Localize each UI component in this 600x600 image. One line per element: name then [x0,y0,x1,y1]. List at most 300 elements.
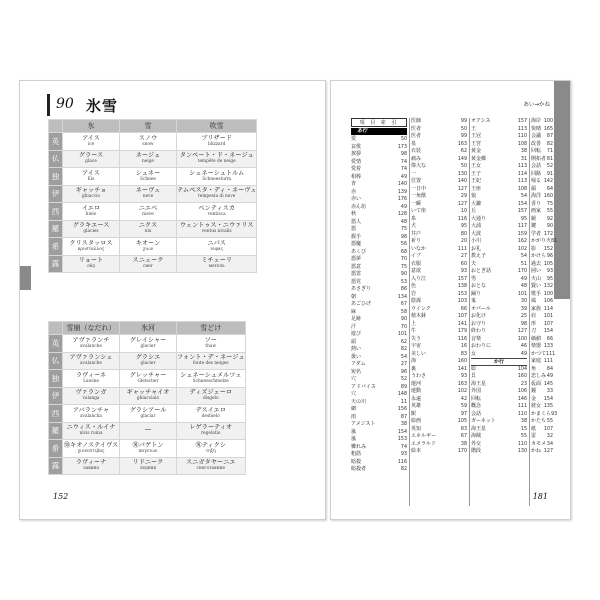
index-term: 刀 [531,328,537,334]
index-term: 鬼 [471,298,477,304]
index-term: 悪人 [351,218,362,225]
index-entry [531,433,553,441]
index-term: 運河 [411,380,422,387]
index-page-number: 105 [543,261,553,267]
index-term: 囲い [531,268,542,274]
page-number-left: 152 [53,492,69,501]
index-term: 家庭 [531,358,542,364]
index-entry [471,283,527,291]
index-page-number: 93 [400,452,407,457]
index-term: 扱い [351,353,362,360]
index-entry [471,373,527,381]
index-page-number: 93 [546,269,553,274]
index-page-number: 89 [400,384,407,390]
index-page-number: 74 [400,159,407,165]
word-katakana: タンペート・ド・ネージュ [179,152,254,159]
word-katakana: リドニーク [132,459,164,466]
word-original: Schneesturm [202,176,232,182]
word-original: ледник [139,466,157,472]
index-term: エネルギー [411,433,437,439]
word-cell [63,133,120,151]
index-entry [411,208,467,216]
word-original: χιων [142,246,154,252]
index-entry [531,208,553,216]
index-entry [351,399,407,407]
index-term: 鍵 [531,223,537,229]
index-entry [351,361,407,369]
index-term: 海洋 [531,193,542,199]
index-entry [351,219,407,227]
word-original: χιονοστιβας [77,448,105,454]
word-cell [177,440,246,458]
index-entry [351,369,407,377]
index-entry [471,231,527,239]
index-page-number: 58 [400,309,407,315]
word-cell [63,405,120,423]
language-label: 伊 [49,387,63,405]
table-corner [49,322,63,335]
index-page-number: 82 [546,141,553,147]
index-page-number: 67 [460,434,467,439]
index-term: 家族 [531,305,542,312]
word-katakana: フォント・デ・ネージュ [177,354,245,361]
right-page [330,80,571,520]
table-row [49,150,257,168]
index-entry [411,178,467,186]
index-page-number: 87 [400,414,407,420]
index-page-number: 132 [543,284,553,289]
index-page-number: 87 [546,134,553,139]
index-title: 項 目 索 引 [351,118,407,127]
table-row [49,370,246,388]
index-entry [411,126,467,134]
index-term: 秋 [351,211,357,217]
word-original: ventus nivalis [201,229,232,235]
word-katakana: アヴァランチ [72,336,110,344]
word-cell [177,185,257,203]
index-page-number: 92 [546,216,553,222]
index-entry [471,148,527,156]
index-page-number: 142 [543,179,553,184]
index-term: おわりに [471,343,492,349]
word-katakana: ウェントゥス・ニウァリス [179,222,254,229]
word-original: снеготаяние [196,466,226,472]
word-original: nivis ruina [79,431,103,437]
index-term: 鐘 [531,388,537,394]
index-term: 医者 [411,125,422,132]
index-term: 外国 [471,388,482,394]
index-page-number: 107 [543,426,553,432]
index-page-number: 113 [517,126,527,132]
index-term: 男 [471,275,477,282]
index-page-number: 50 [460,126,467,132]
index-entry [411,426,467,434]
table-row [49,405,246,423]
index-page-number: 74 [400,444,407,450]
index-page-number: 114 [517,171,527,177]
word-katakana: アバランチャ [72,406,110,414]
index-entry [471,261,527,269]
index-page-number: 90 [400,317,407,322]
word-original: метель [208,264,225,270]
index-page-number: 34 [546,441,553,447]
word-original: παγετων [138,448,158,454]
word-cell [120,185,177,203]
index-page-number: 91 [546,171,553,177]
word-cell [63,185,120,203]
word-katakana: ラヴィーネ [75,371,107,379]
word-original: fonte des neiges [192,361,229,367]
index-term: 鏡 [531,215,537,222]
word-cell [63,422,120,440]
index-term: 悪意 [351,263,362,270]
index-page-number: 111 [457,246,467,252]
table-row [49,335,246,353]
language-label: 西 [49,203,63,221]
index-page-number: 172 [543,231,553,237]
index-column [351,136,407,474]
index-term: 外交 [471,440,482,447]
index-column [531,118,558,456]
index-page-number: 95 [460,224,467,229]
index-term: 賢い [531,283,542,289]
index-entry [531,246,553,254]
index-entry [351,301,407,309]
index-entry [351,181,407,189]
index-term: 牛 [411,328,417,334]
index-page-number: 50 [400,137,407,142]
index-term: 陰謀 [411,298,422,304]
index-entry [471,163,527,171]
index-term: アメジスト [351,421,376,427]
index-term: 位置 [411,178,422,184]
word-katakana: ㊚ティクシ [195,441,226,449]
index-entry [531,373,553,381]
index-term: 赤ん坊 [351,203,367,210]
index-term: 麻 [351,308,357,315]
chapter-number: 90 [56,96,74,112]
index-page-number: 134 [397,294,407,300]
index-page-number: 111 [546,351,556,357]
word-katakana: シュネーシュトルム [189,169,245,177]
index-page-number: 102 [517,246,527,252]
table-row [49,422,246,440]
word-original: blizzard [207,141,226,147]
index-page-number: 128 [397,212,407,217]
index-term: 価値 [531,335,542,342]
index-entry [351,211,407,219]
index-term: 暗殺者 [351,466,367,472]
word-cell [177,220,257,238]
index-term: 丘 [471,208,477,214]
index-entry [531,148,553,156]
index-entry [351,196,407,204]
index-entry [411,118,467,126]
index-page-number: 70 [400,324,407,330]
index-term: 海王星 [471,425,487,432]
index-term: 朝 [351,293,357,300]
index-entry [471,178,527,186]
index-page-number: 80 [460,231,467,237]
index-entry [351,294,407,302]
index-entry [411,441,467,449]
index-page-number: 27 [400,362,407,367]
word-katakana: レゲラーティオ [189,424,233,431]
index-entry [351,436,407,444]
index-term: 哀歌 [351,143,362,150]
index-entry [411,411,467,419]
index-entry [411,403,467,411]
language-label: 伊 [49,185,63,203]
index-term: 角 [531,365,537,372]
index-page-number: 62 [400,339,407,345]
index-entry [471,336,527,344]
index-page-number: 16 [460,344,467,349]
index-page-number: 10 [460,209,467,214]
index-column [411,118,467,456]
index-term: 医師 [411,118,422,124]
word-katakana: ㊚キオノステイヴス [63,441,119,449]
index-page-number: 100 [517,336,527,342]
word-original: nix [144,229,152,235]
index-page-number: 139 [397,189,407,195]
index-entry [411,306,467,314]
index-page-number: 98 [400,152,407,157]
index-entry [351,384,407,392]
index-entry [531,358,553,366]
word-original: Gletscher [137,378,159,384]
index-entry [351,421,407,429]
word-original: neve [142,194,154,200]
language-label: 独 [49,168,63,186]
index-term: 大通り [471,215,487,222]
index-page-number: 55 [546,419,553,424]
word-original: τηξη [205,448,216,454]
index-page-number: 100 [543,119,553,124]
table-header-row [49,120,257,133]
index-page-number: 54 [400,354,407,360]
word-cell [63,335,120,353]
index-term: 偉大な [411,163,427,169]
index-page-number: 66 [546,336,553,342]
chapter-title: 氷雪 [86,97,119,115]
index-entry [531,156,553,164]
index-page-number: 90 [400,272,407,277]
column-header: 氷河 [120,322,177,335]
index-term: 悪霊 [351,271,362,277]
index-term: 踊り [471,290,482,297]
language-label: 独 [49,370,63,388]
index-term: 顔 [531,185,537,192]
word-katakana: ギャッチャイオ [126,389,170,396]
index-entry [411,373,467,381]
index-term: 痛み [411,155,422,162]
index-entry [471,441,527,449]
index-entry [351,159,407,167]
index-entry [351,451,407,459]
index-term: 愛着 [351,166,362,172]
index-page-number: 31 [520,156,527,162]
index-entry [471,366,527,374]
word-katakana: ソー [204,336,217,344]
index-entry [471,193,527,201]
index-page-number: 59 [460,404,467,409]
word-katakana: ミチェーリ [201,257,233,264]
word-cell [63,150,120,168]
word-katakana: ニエベ [138,204,158,212]
index-entry [411,186,467,194]
index-page-number: 48 [520,284,527,289]
index-entry [471,246,527,254]
index-term: 愛情 [351,158,362,165]
index-page-number: 141 [457,321,467,327]
word-original: Lawine [83,378,99,384]
index-page-number: 163 [457,141,467,147]
index-term: 入り江 [411,275,427,282]
index-page-number: 138 [457,284,467,289]
word-katakana: ネーヴェ [135,187,161,194]
index-entry [351,376,407,384]
index-term: アドバイス [351,383,376,390]
index-entry [531,126,553,134]
index-page-number: 93 [460,269,467,274]
index-page-number: 55 [546,209,553,214]
index-entry [351,331,407,339]
index-page-number: 49 [520,276,527,282]
index-page-number: 154 [397,429,407,435]
index-page-number: 130 [517,449,527,454]
index-entry [411,276,467,284]
index-entry [531,343,553,351]
index-page-number: 179 [457,329,467,334]
index-page-number: 55 [520,434,527,439]
language-label: 仏 [49,150,63,168]
word-original: Schneeschmelze [192,378,229,384]
word-original: ice [87,141,95,147]
index-page-number: 95 [546,276,553,282]
index-page-number: 33 [546,389,553,394]
word-cell [120,352,177,370]
index-page-number: 11 [400,399,407,405]
index-page-number: 30 [520,299,527,304]
index-page-number: 99 [460,134,467,139]
index-page-number: 127 [457,201,467,207]
index-term: 永遠 [411,395,422,402]
word-cell [63,255,120,273]
index-page-number: 66 [460,306,467,312]
index-term: 回転 [471,395,482,402]
index-entry [531,178,553,186]
index-term: 一角獣 [411,193,427,199]
index-page-number: 71 [546,149,553,154]
index-page-number: 75 [546,201,553,207]
word-original: glaciar [140,413,156,419]
index-entry [411,148,467,156]
index-entry [471,343,527,351]
index-term: 紙 [531,425,537,432]
language-label: 仏 [49,352,63,370]
index-term: 女 [471,350,477,357]
index-term: 肩 [531,313,537,319]
index-entry [351,166,407,174]
running-header: あい→かね [523,102,550,108]
index-entry [531,321,553,329]
index-entry [531,366,553,374]
index-page-number: 103 [457,299,467,304]
index-term: 色 [411,283,417,289]
index-page-number: 104 [517,366,527,372]
index-term: 形 [531,320,537,327]
column-divider [529,118,530,506]
index-entry [531,381,553,389]
index-page-number: 68 [400,249,407,255]
index-page-number: 50 [460,164,467,169]
index-entry [471,208,527,216]
word-katakana: グレッチャー [129,371,167,379]
index-entry [411,321,467,329]
column-divider [409,118,410,506]
word-cell [120,255,177,273]
index-term: ウインク [411,305,431,312]
word-original: snow [142,141,154,147]
index-entry [531,253,553,261]
index-page-number: 96 [400,369,407,375]
index-page-number: 15 [520,426,527,432]
index-page-number: 70 [400,257,407,262]
index-page-number: 176 [397,197,407,202]
index-entry [411,193,467,201]
index-term: 海賊 [471,433,482,439]
index-page-number: 82 [400,467,407,472]
index-term: 相棒 [351,173,362,180]
language-label: 英 [49,335,63,353]
index-entry [411,156,467,164]
word-katakana: スニガタヤーニエ [186,459,236,466]
index-page-number: 173 [397,144,407,150]
word-cell [63,387,120,405]
index-entry [351,354,407,362]
word-original: glacier [140,343,156,349]
index-page-number: 146 [517,396,527,402]
index-page-number: 153 [397,437,407,442]
word-original: Schnee [140,176,156,182]
word-katakana: キオーン [135,239,161,247]
index-term: 愛 [351,136,357,142]
index-term: 穴 [351,376,357,382]
index-term: 狼 [471,193,477,199]
index-term: 絵画 [411,418,422,424]
index-term: 海岸 [531,118,542,124]
index-term: 穴 [351,391,357,397]
index-term: 楽器 [531,343,542,349]
index-term: 黄金郷 [471,155,487,162]
column-header: 吹雪 [177,120,257,133]
index-page-number: 52 [546,164,553,169]
table-row [49,185,257,203]
index-term: 改善 [531,140,542,147]
index-page-number: 32 [546,434,553,439]
column-header: 氷 [63,120,120,133]
index-entry [411,381,467,389]
word-cell [120,387,177,405]
table-row [49,440,246,458]
index-page-number: 107 [457,314,467,319]
index-page-number: 96 [546,254,553,259]
index-term: 終わり [471,328,487,334]
index-term: 火山 [531,275,542,282]
index-entry [351,324,407,332]
index-page-number: 62 [460,149,467,154]
